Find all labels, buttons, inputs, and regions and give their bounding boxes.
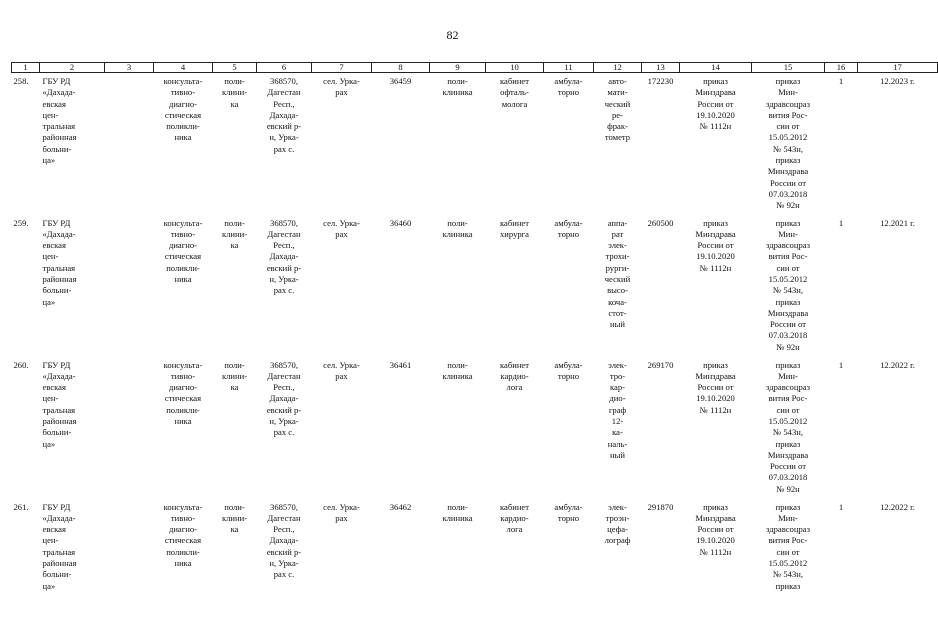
row-number: 261. bbox=[13, 501, 29, 512]
division-type: консульта- тивно- диагно- стическая поликли- ника bbox=[163, 217, 203, 284]
unit-type: поли- клини- ка bbox=[221, 217, 248, 251]
date: 12.2023 г. bbox=[880, 76, 915, 86]
column-header: 12 bbox=[594, 63, 642, 73]
table-row bbox=[12, 499, 938, 609]
equipment-code: 269170 bbox=[647, 359, 674, 370]
address: 368570, Дагестан Респ., Дахада- евский р- н, Урка- рах с. bbox=[266, 501, 302, 580]
column-header: 16 bbox=[825, 63, 858, 73]
quantity: 1 bbox=[838, 359, 844, 370]
row-number: 260. bbox=[13, 359, 29, 370]
institution-name: ГБУ РД «Дахада- евская цен- тральная районная больни- ца» bbox=[42, 501, 77, 591]
locality: сел. Урка- рах bbox=[323, 76, 360, 98]
column-3-cell bbox=[105, 73, 154, 215]
order-reference: приказ Минздрава России от 19.10.2020 № 1112н bbox=[695, 76, 736, 132]
institution-name: ГБУ РД «Дахада- евская цен- тральная районная больни- ца» bbox=[42, 217, 77, 307]
date: 12.2021 г. bbox=[880, 217, 915, 228]
equipment-code: 260500 bbox=[647, 217, 674, 228]
quantity: 1 bbox=[838, 76, 844, 86]
room: кабинет хирурга bbox=[499, 217, 529, 239]
date: 12.2022 г. bbox=[880, 501, 915, 512]
equipment-code: 172230 bbox=[647, 76, 674, 86]
institution-name: ГБУ РД «Дахада- евская цен- тральная районная больни- ца» bbox=[42, 76, 77, 166]
table-row bbox=[12, 215, 938, 357]
column-header: 6 bbox=[257, 63, 312, 73]
unit-type: поли- клини- ка bbox=[221, 359, 248, 393]
column-header: 2 bbox=[40, 63, 105, 73]
care-mode: амбула- торно bbox=[554, 501, 583, 523]
record-code: 36459 bbox=[389, 76, 412, 86]
department: поли- клиника bbox=[442, 217, 473, 239]
address: 368570, Дагестан Респ., Дахада- евский р- н, Уркa- рах с. bbox=[266, 76, 302, 154]
equipment: элек- троэн- цефа- лограф bbox=[604, 501, 631, 546]
record-code: 36461 bbox=[389, 359, 412, 370]
quantity: 1 bbox=[838, 217, 844, 228]
institution-name: ГБУ РД «Дахада- евская цен- тральная районная больни- ца» bbox=[42, 359, 77, 449]
column-header: 1 bbox=[12, 63, 40, 73]
column-header: 7 bbox=[312, 63, 372, 73]
room: кабинет кардио- лога bbox=[500, 359, 529, 393]
quantity: 1 bbox=[838, 501, 844, 512]
unit-type: поли- клини- ка bbox=[221, 501, 248, 535]
standard-reference: приказ Мин- здравсоцраз вития Рос- сии от 15.05.2012 № 543н, приказ Минздрава России от 07.03.2018 № 92н bbox=[766, 359, 810, 494]
division-type: консульта- тивно- диагно- стическая поликли- ника bbox=[163, 359, 203, 426]
column-header: 8 bbox=[372, 63, 430, 73]
locality: сел. Урка- рах bbox=[323, 359, 360, 381]
address: 368570, Дагестан Респ., Дахада- евский р- н, Урка- рах с. bbox=[266, 217, 302, 296]
row-number: 259. bbox=[13, 217, 29, 228]
page-number: 82 bbox=[446, 28, 459, 42]
department: поли- клиника bbox=[442, 359, 473, 381]
column-3-cell bbox=[105, 357, 154, 499]
column-header: 17 bbox=[858, 63, 938, 73]
equipment: авто- мати- ческий ре- фрак- тометр bbox=[604, 76, 631, 143]
equipment: аппа- рат элек- трохи- рурги- ческий высо- коча- стот- ный bbox=[604, 217, 631, 330]
standard-reference: приказ Мин- здравсоцраз вития Рос- сии от 15.05.2012 № 543н, приказ Минздрава России от 07.03.2018 № 92н bbox=[766, 76, 810, 211]
column-header: 3 bbox=[105, 63, 154, 73]
column-header: 9 bbox=[430, 63, 486, 73]
care-mode: амбула- торно bbox=[554, 359, 583, 381]
column-header: 5 bbox=[213, 63, 257, 73]
column-header: 14 bbox=[680, 63, 752, 73]
room: кабинет кардио- лога bbox=[500, 501, 529, 535]
column-header: 4 bbox=[154, 63, 213, 73]
column-header: 13 bbox=[642, 63, 680, 73]
standard-reference: приказ Мин- здравсоцраз вития Рос- сии от 15.05.2012 № 543н, приказ bbox=[766, 501, 810, 591]
column-3-cell bbox=[105, 215, 154, 357]
locality: сел. Урка- рах bbox=[323, 217, 360, 239]
unit-type: поли- клини- ка bbox=[221, 76, 248, 109]
division-type: консульта- тивно- диагно- стическая поликли- ника bbox=[163, 501, 203, 568]
column-number-header bbox=[12, 63, 938, 73]
date: 12.2022 г. bbox=[880, 359, 915, 370]
standard-reference: приказ Мин- здравсоцраз вития Рос- сии от 15.05.2012 № 543н, приказ Минздрава России от 07.03.2018 № 92н bbox=[766, 217, 810, 352]
order-reference: приказ Минздрава России от 19.10.2020 № 1112н bbox=[695, 501, 736, 557]
order-reference: приказ Минздрава России от 19.10.2020 № 1112н bbox=[695, 217, 736, 273]
room: кабинет офталь- молога bbox=[500, 76, 529, 109]
equipment-code: 291870 bbox=[647, 501, 674, 512]
table-row bbox=[12, 73, 938, 215]
division-type: консульта- тивно- диагно- стическая поликли- ника bbox=[163, 76, 203, 143]
department: поли- клиника bbox=[442, 76, 473, 98]
table-row bbox=[12, 357, 938, 499]
registry-table bbox=[11, 62, 938, 609]
care-mode: амбула- торно bbox=[554, 76, 583, 98]
locality: сел. Урка- рах bbox=[323, 501, 360, 523]
equipment: элек- тро- кар- дио- граф 12- ка- наль- ный bbox=[607, 359, 628, 460]
care-mode: амбула- торно bbox=[554, 217, 583, 239]
record-code: 36460 bbox=[389, 217, 412, 228]
column-header: 15 bbox=[752, 63, 825, 73]
row-number: 258. bbox=[13, 76, 29, 86]
address: 368570, Дагестан Респ., Дахада- евский р- н, Урка- рах с. bbox=[266, 359, 302, 438]
column-header: 10 bbox=[486, 63, 544, 73]
record-code: 36462 bbox=[389, 501, 412, 512]
column-header: 11 bbox=[544, 63, 594, 73]
department: поли- клиника bbox=[442, 501, 473, 523]
column-3-cell bbox=[105, 499, 154, 609]
order-reference: приказ Минздрава России от 19.10.2020 № 1112н bbox=[695, 359, 736, 415]
